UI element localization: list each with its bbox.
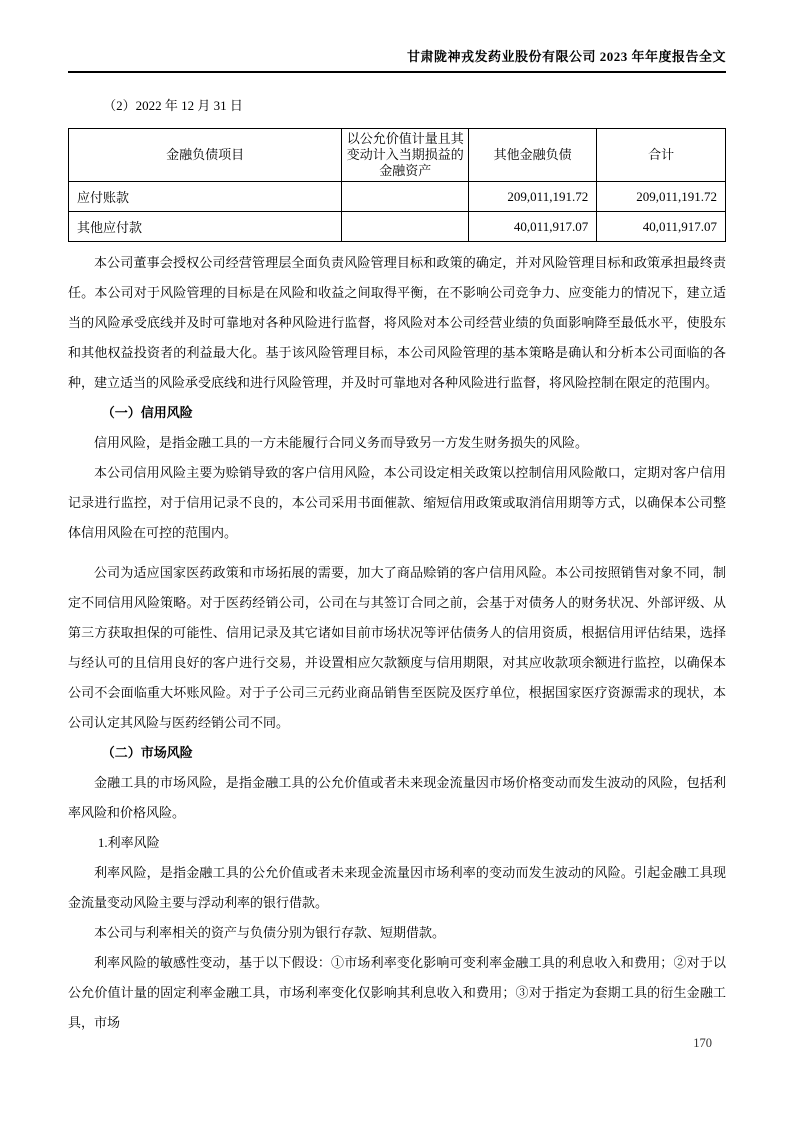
- paragraph-credit-strategy: 公司为适应国家医药政策和市场拓展的需要，加大了商品赊销的客户信用风险。本公司按照销售对象不同，制定不同信用风险策略。对于医药经销公司，公司在与其签订合同之前，会基于对债务人的财务状况、外部评级、从第三方获取担保的可能性、信用记录及其它诸如目前市场状况等评估债务人的信用资质，根据信用评估结果，选择与经认可的且信用良好的客户进行交易，并设置相应欠款额度与信用期限，对其应收款项余额进行监控，以确保本公司不会面临重大坏账风险。对于子公司三元药业商品销售至医院及医疗单位，根据国家医疗资源需求的现状，本公司认定其风险与医药经销公司不同。: [68, 565, 726, 730]
- section-date-label: （2）2022 年 12 月 31 日: [103, 98, 243, 113]
- cell-total: 40,011,917.07: [597, 212, 726, 242]
- paragraph-credit-definition: 信用风险，是指金融工具的一方未能履行合同义务而导致另一方发生财务损失的风险。: [94, 435, 589, 450]
- cell-item: 应付账款: [69, 182, 342, 212]
- cell-other: 40,011,917.07: [469, 212, 597, 242]
- table-row: [69, 182, 726, 212]
- column-header-item: 金融负债项目: [69, 129, 342, 182]
- paragraph-interest-definition: 利率风险，是指金融工具的公允价值或者未来现金流量因市场利率的变动而发生波动的风险。引起金融工具现金流量变动风险主要与浮动利率的银行借款。: [68, 865, 726, 910]
- paragraph-market-definition: 金融工具的市场风险，是指金融工具的公允价值或者未来现金流量因市场价格变动而发生波动的风险，包括利率风险和价格风险。: [68, 775, 726, 820]
- paragraph-interest-sensitivity: 利率风险的敏感性变动，基于以下假设：①市场利率变化影响可变利率金融工具的利息收入和费用；②对于以公允价值计量的固定利率金融工具，市场利率变化仅影响其利息收入和费用；③对于指定为套期工具的衍生金融工具，市场: [68, 955, 726, 1030]
- cell-item: 其他应付款: [69, 212, 342, 242]
- cell-fvtpl: [342, 182, 469, 212]
- paragraph-interest-assets: 本公司与利率相关的资产与负债分别为银行存款、短期借款。: [94, 925, 446, 940]
- page-content: [68, 97, 726, 1038]
- page-footer: [68, 1036, 726, 1051]
- paragraph-risk-governance: 本公司董事会授权公司经营管理层全面负责风险管理目标和政策的确定，并对风险管理目标和政策承担最终责任。本公司对于风险管理的目标是在风险和收益之间取得平衡，在不影响公司竞争力、应变能力的情况下，建立适当的风险承受底线并及时可靠地对各种风险进行监督，将风险对本公司经营业绩的负面影响降至最低水平，使股东和其他权益投资者的利益最大化。基于该风险管理目标，本公司风险管理的基本策略是确认和分析本公司面临的各种，建立适当的风险承受底线和进行风险管理，并及时可靠地对各种风险进行监督，将风险控制在限定的范围内。: [68, 255, 726, 390]
- column-header-other: 其他金融负债: [469, 129, 597, 182]
- report-header-title: 甘肃陇神戎发药业股份有限公司 2023 年年度报告全文: [68, 46, 726, 73]
- subheading-interest-rate-risk: 1.利率风险: [97, 835, 160, 850]
- page-number: 170: [693, 1036, 712, 1050]
- cell-other: 209,011,191.72: [469, 182, 597, 212]
- cell-fvtpl: [342, 212, 469, 242]
- cell-total: 209,011,191.72: [597, 182, 726, 212]
- column-header-fvtpl: 以公允价值计量且其变动计入当期损益的金融资产: [342, 129, 469, 182]
- financial-liabilities-table: [68, 128, 726, 242]
- table-row: [69, 212, 726, 242]
- heading-credit-risk: （一）信用风险: [101, 405, 193, 420]
- body-text: [68, 248, 726, 1038]
- table-header-row: [69, 129, 726, 182]
- paragraph-credit-policy: 本公司信用风险主要为赊销导致的客户信用风险，本公司设定相关政策以控制信用风险敞口，定期对客户信用记录进行监控，对于信用记录不良的，本公司采用书面催款、缩短信用政策或取消信用期等方式，以确保本公司整体信用风险在可控的范围内。: [68, 465, 726, 540]
- column-header-total: 合计: [597, 129, 726, 182]
- heading-market-risk: （二）市场风险: [101, 745, 193, 760]
